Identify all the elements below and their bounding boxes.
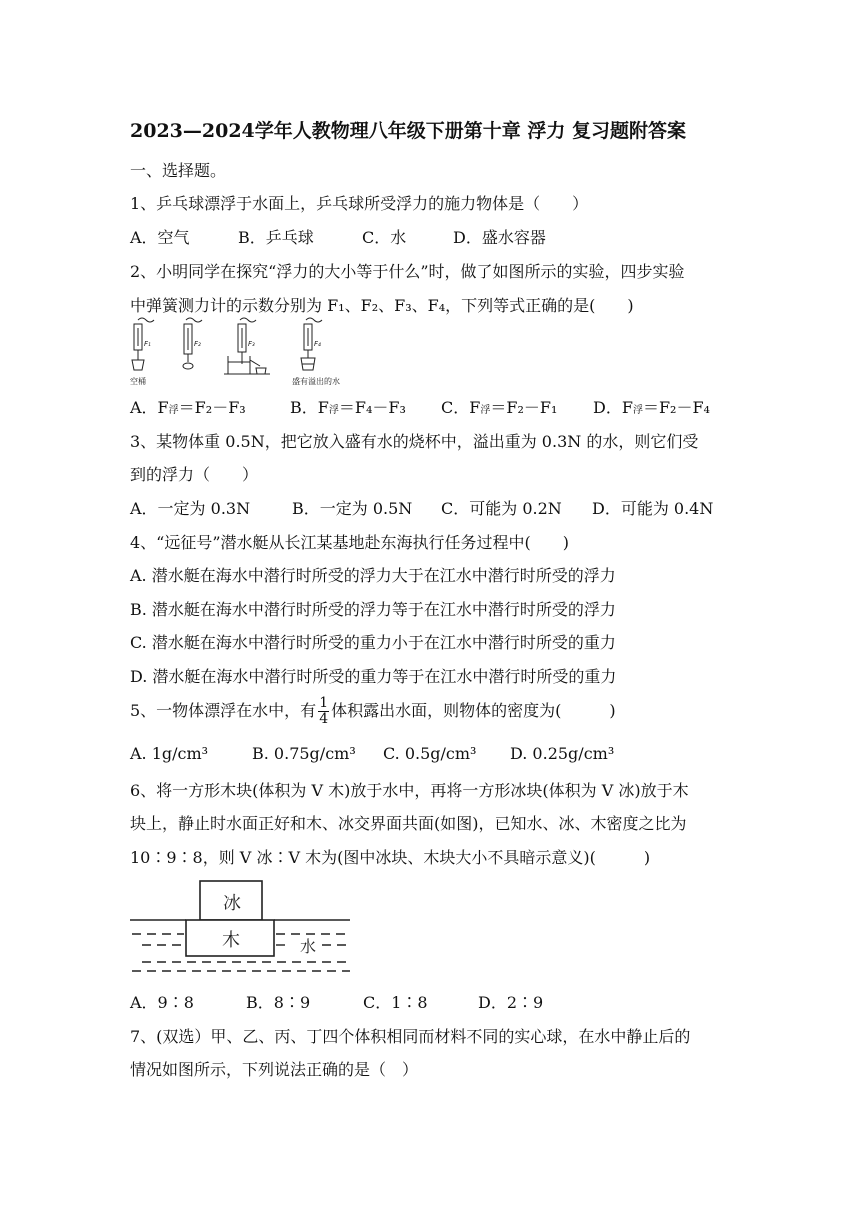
option-b: B．8∶9 <box>246 993 311 1012</box>
question-4-option-c: C. 潜水艇在海水中潜行时所受的重力小于在江水中潜行时所受的重力 <box>130 633 616 652</box>
option-c: C．水 <box>362 228 407 247</box>
question-6-stem-line-2: 块上，静止时水面正好和木、冰交界面共面(如图)，已知水、冰、木密度之比为 <box>130 814 687 833</box>
ice-wood-water-figure <box>128 878 358 976</box>
option-b: B．一定为 0.5N <box>292 499 413 518</box>
figure-label-f1: F₁ <box>144 340 151 348</box>
question-4-option-a: A. 潜水艇在海水中潜行时所受的浮力大于在江水中潜行时所受的浮力 <box>130 566 616 585</box>
option-a: A．9∶8 <box>130 993 194 1012</box>
question-5-stem-before: 5、一物体漂浮在水中，有 <box>130 701 317 720</box>
question-3-stem-line-1: 3、某物体重 0.5N，把它放入盛有水的烧杯中，溢出重为 0.3N 的水，则它们受 <box>130 432 699 451</box>
question-5-stem <box>130 690 616 732</box>
water-label: 水 <box>300 937 317 956</box>
spring-scale-figure <box>128 316 348 388</box>
option-a: A．空气 <box>130 228 190 247</box>
wood-label: 木 <box>222 930 240 951</box>
option-c: C．可能为 0.2N <box>441 499 562 518</box>
option-d: D．F浮＝F₂－F₄ <box>593 398 710 417</box>
fraction-denominator: 4 <box>319 711 329 727</box>
option-b: B. 0.75g/cm³ <box>252 744 356 763</box>
fraction-numerator: 1 <box>319 695 329 711</box>
option-c: C．F浮＝F₂－F₁ <box>441 398 558 417</box>
figure-label-f3: F₃ <box>248 340 255 348</box>
figure-caption-overflow-water: 盛有溢出的水 <box>292 377 340 386</box>
figure-label-f2: F₂ <box>194 340 201 348</box>
fraction-one-quarter <box>318 696 329 727</box>
option-d: D．可能为 0.4N <box>592 499 714 518</box>
question-2-stem-line-1: 2、小明同学在探究“浮力的大小等于什么”时，做了如图所示的实验，四步实验 <box>130 262 685 281</box>
option-d: D. 0.25g/cm³ <box>510 744 615 763</box>
ice-label: 冰 <box>223 893 241 914</box>
question-3-stem-line-2: 到的浮力（ ） <box>130 465 259 484</box>
question-6-stem-line-3: 10∶9∶8，则 V 冰∶V 木为(图中冰块、木块大小不具暗示意义)( ) <box>130 848 651 867</box>
question-6-stem-line-1: 6、将一方形木块(体积为 V 木)放于水中，再将一方形冰块(体积为 V 冰)放于木 <box>130 781 689 800</box>
question-4-option-d: D. 潜水艇在海水中潜行时所受的重力等于在江水中潜行时所受的重力 <box>130 667 617 686</box>
question-4-option-b: B. 潜水艇在海水中潜行时所受的浮力等于在江水中潜行时所受的浮力 <box>130 600 616 619</box>
figure-label-f4: F₄ <box>314 340 321 348</box>
option-d: D．2∶9 <box>478 993 544 1012</box>
option-a: A．F浮＝F₂－F₃ <box>130 398 246 417</box>
option-b: B．乒乓球 <box>238 228 314 247</box>
section-heading: 一、选择题。 <box>130 161 227 180</box>
option-d: D．盛水容器 <box>453 228 546 247</box>
option-a: A. 1g/cm³ <box>130 744 209 763</box>
question-2-stem-line-2: 中弹簧测力计的示数分别为 F₁、F₂、F₃、F₄，下列等式正确的是( ) <box>130 296 634 315</box>
question-1-stem: 1、乒乓球漂浮于水面上，乒乓球所受浮力的施力物体是（ ） <box>130 194 589 213</box>
option-b: B．F浮＝F₄－F₃ <box>290 398 406 417</box>
question-5-stem-after: 体积露出水面，则物体的密度为( ) <box>331 701 616 720</box>
option-a: A．一定为 0.3N <box>130 499 251 518</box>
option-c: C. 0.5g/cm³ <box>383 744 477 763</box>
option-c: C．1∶8 <box>363 993 428 1012</box>
page-title: 2023—2024学年人教物理八年级下册第十章 浮力 复习题附答案 <box>130 120 686 142</box>
figure-caption-empty-bucket: 空桶 <box>130 377 146 386</box>
question-7-stem-line-1: 7、(双选）甲、乙、丙、丁四个体积相同而材料不同的实心球，在水中静止后的 <box>130 1027 691 1046</box>
question-7-stem-line-2: 情况如图所示，下列说法正确的是（ ） <box>130 1060 419 1079</box>
question-4-stem: 4、“远征号”潜水艇从长江某基地赴东海执行任务过程中( ) <box>130 533 570 552</box>
